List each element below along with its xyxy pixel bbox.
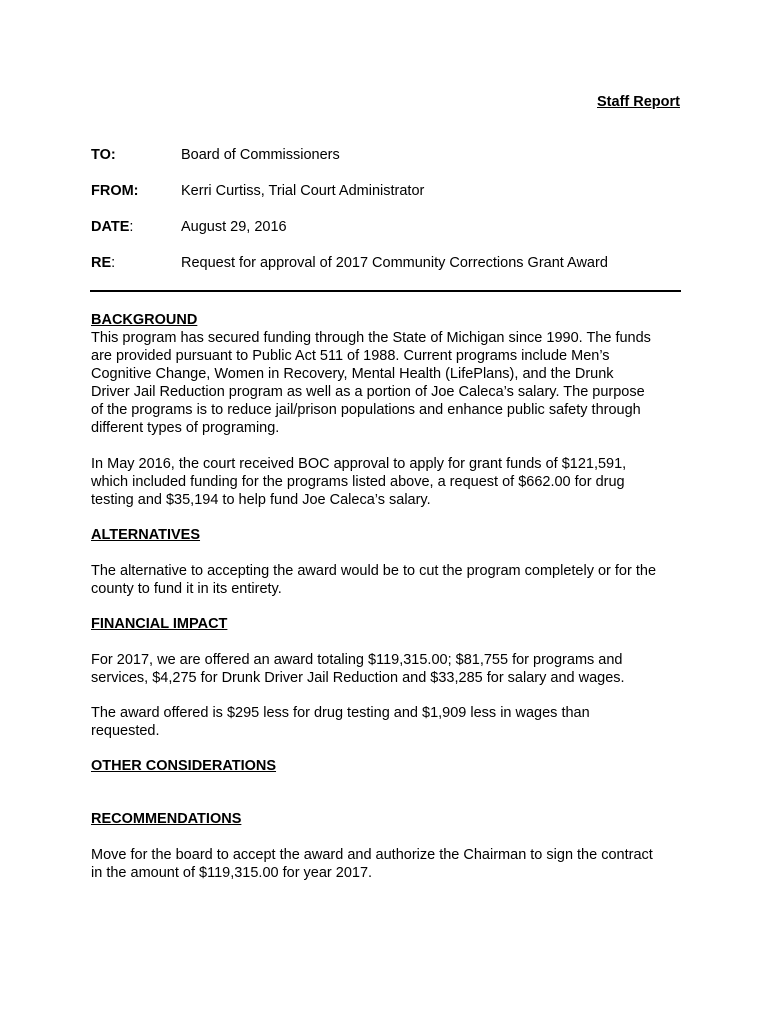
- report-title: Staff Report: [597, 94, 680, 110]
- memo-date-colon: :: [129, 219, 134, 235]
- alternatives-line: county to fund it in its entirety.: [91, 581, 282, 597]
- background-line: Cognitive Change, Women in Recovery, Mental Health (LifePlans), and the Drunk: [91, 366, 614, 382]
- memo-re-row: [91, 255, 681, 273]
- background-line: are provided pursuant to Public Act 511 of 1988. Current programs include Men’s: [91, 348, 610, 364]
- memo-to-label: TO:: [91, 147, 116, 163]
- memo-to-value: Board of Commissioners: [181, 147, 340, 163]
- background-section: [91, 311, 686, 437]
- memo-date-label: [91, 219, 133, 236]
- financial-impact-paragraph-2: [91, 704, 686, 740]
- memo-re-label: [91, 255, 115, 272]
- alternatives-heading: ALTERNATIVES: [91, 527, 201, 543]
- memo-re-value: Request for approval of 2017 Community Corrections Grant Award: [181, 255, 608, 271]
- background-heading: BACKGROUND: [91, 312, 198, 328]
- recommendations-line: Move for the board to accept the award and authorize the Chairman to sign the contract: [91, 847, 653, 863]
- recommendations-line: in the amount of $119,315.00 for year 2017.: [91, 865, 373, 881]
- financial-impact-heading-block: [91, 615, 686, 633]
- financial-impact-line: services, $4,275 for Drunk Driver Jail Reduction and $33,285 for salary and wages.: [91, 670, 625, 686]
- background-line: This program has secured funding through the State of Michigan since 1990. The funds: [91, 330, 651, 346]
- background-paragraph-2: [91, 455, 686, 509]
- memo-date-row: [91, 219, 681, 237]
- financial-impact-line: The award offered is $295 less for drug testing and $1,909 less in wages than: [91, 705, 590, 721]
- memo-from-row: [91, 183, 681, 201]
- alternatives-heading-block: [91, 526, 686, 544]
- memo-from-label: FROM:: [91, 183, 139, 199]
- background-line: which included funding for the programs listed above, a request of $662.00 for drug: [91, 474, 625, 490]
- memo-re-label-text: RE: [91, 255, 112, 271]
- other-considerations-heading-block: [91, 757, 686, 775]
- background-line: testing and $35,194 to help fund Joe Caleca’s salary.: [91, 492, 431, 508]
- alternatives-line: The alternative to accepting the award would be to cut the program completely or for the: [91, 563, 657, 579]
- recommendations-heading-block: [91, 810, 686, 828]
- memo-date-label-text: DATE: [91, 219, 130, 235]
- alternatives-paragraph: [91, 562, 686, 598]
- financial-impact-line: For 2017, we are offered an award totaling $119,315.00; $81,755 for programs and: [91, 652, 623, 668]
- other-considerations-heading: OTHER CONSIDERATIONS: [91, 758, 277, 774]
- memo-to-row: [91, 147, 681, 165]
- memo-re-colon: :: [111, 255, 116, 271]
- recommendations-heading: RECOMMENDATIONS: [91, 811, 242, 827]
- background-line: In May 2016, the court received BOC approval to apply for grant funds of $121,591,: [91, 456, 627, 472]
- background-line: of the programs is to reduce jail/prison populations and enhance public safety through: [91, 402, 641, 418]
- memo-from-value: Kerri Curtiss, Trial Court Administrator: [181, 183, 425, 199]
- financial-impact-heading: FINANCIAL IMPACT: [91, 616, 228, 632]
- background-line: different types of programing.: [91, 420, 280, 436]
- background-line: Driver Jail Reduction program as well as a portion of Joe Caleca’s salary. The purpose: [91, 384, 645, 400]
- recommendations-paragraph: [91, 846, 686, 882]
- memo-date-value: August 29, 2016: [181, 219, 287, 235]
- header-divider: [90, 290, 681, 292]
- financial-impact-paragraph-1: [91, 651, 686, 687]
- financial-impact-line: requested.: [91, 723, 160, 739]
